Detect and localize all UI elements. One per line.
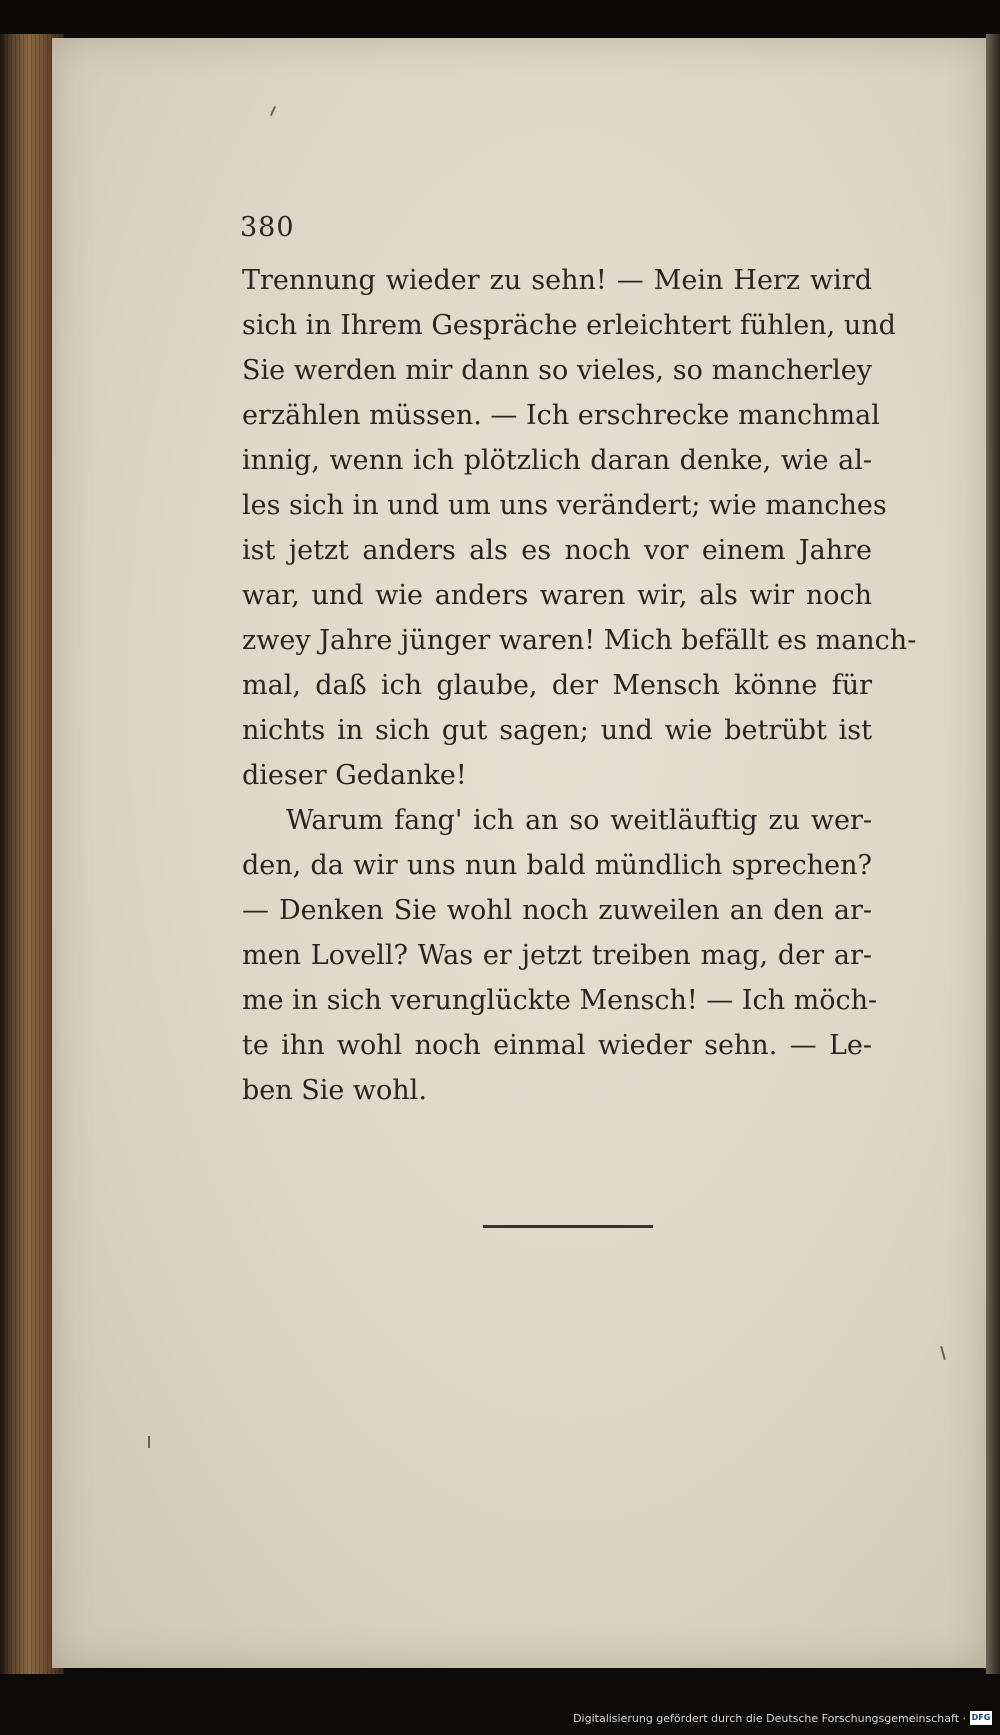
page-number: 380 — [240, 212, 295, 243]
digitization-credit: Digitalisierung gefördert durch die Deutsche Forschungsgemeinschaft · — [573, 1712, 966, 1725]
text-line: mal, daß ich glaube, der Mensch könne für — [242, 670, 872, 701]
scan-footer-bar — [0, 1674, 1000, 1735]
text-line: dieser Gedanke! — [242, 760, 467, 791]
scan-top-border — [0, 0, 1000, 34]
text-line: sich in Ihrem Gespräche erleichtert fühlen, und — [242, 310, 896, 341]
paragraph-1 — [242, 258, 917, 798]
paragraph-2 — [242, 798, 878, 1113]
page-blemish — [148, 1436, 150, 1448]
text-line: ist jetzt anders als es noch vor einem Jahre — [242, 535, 872, 566]
body-text — [242, 258, 917, 1113]
text-line: war, und wie anders waren wir, als wir noch — [242, 580, 872, 611]
text-line: — Denken Sie wohl noch zuweilen an den ar- — [242, 895, 872, 926]
text-line: Sie werden mir dann so vieles, so mancherley — [242, 355, 872, 386]
text-line: erzählen müssen. — Ich erschrecke manchmal — [242, 400, 880, 431]
text-line: zwey Jahre jünger waren! Mich befällt es manch- — [242, 625, 917, 656]
text-line: Trennung wieder zu sehn! — Mein Herz wird — [242, 265, 872, 296]
text-line: nichts in sich gut sagen; und wie betrübt ist — [242, 715, 872, 746]
text-line: te ihn wohl noch einmal wieder sehn. — Le- — [242, 1030, 872, 1061]
text-line: den, da wir uns nun bald mündlich sprechen? — [242, 850, 872, 881]
text-line: les sich in und um uns verändert; wie manches — [242, 490, 887, 521]
text-line: Warum fang' ich an so weitläuftig zu wer- — [286, 805, 872, 836]
text-line: innig, wenn ich plötzlich daran denke, wie al- — [242, 445, 872, 476]
text-line: men Lovell? Was er jetzt treiben mag, der ar- — [242, 940, 872, 971]
dfg-logo: DFG — [970, 1711, 992, 1725]
section-end-rule — [483, 1225, 653, 1228]
page-right-edge — [986, 34, 1000, 1674]
text-line: ben Sie wohl. — [242, 1075, 427, 1106]
text-line: me in sich verunglückte Mensch! — Ich möch- — [242, 985, 878, 1016]
